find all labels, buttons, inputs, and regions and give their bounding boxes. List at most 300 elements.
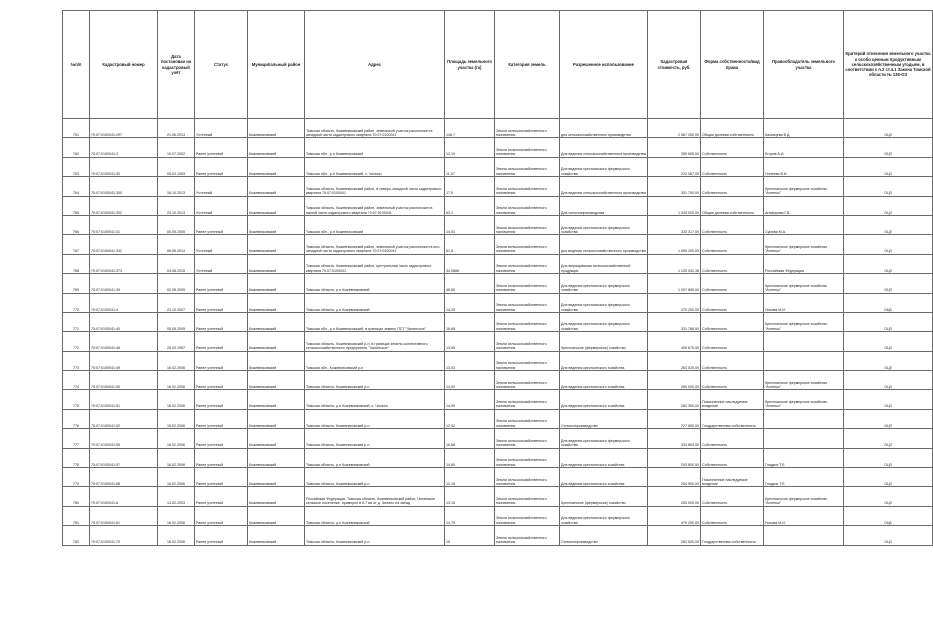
value-criterion-cell: ОЦЗ [844,119,933,138]
registration-date-cell: 16.02.2006 [158,371,195,390]
value-criterion-cell: ОЦБ [844,506,933,525]
land-category-cell: Земли сельскохозяйственного назначения [495,235,560,254]
status-cell: Ранее учтенный [195,215,248,234]
land-category-cell: Земли сельскохозяйственного назначения [495,274,560,293]
status-cell: Ранее учтенный [195,429,248,448]
registration-date-cell: 16.02.2006 [158,429,195,448]
ownership-form-cell: Собственность [701,274,764,293]
registration-date-cell: 04.08.2015 [158,254,195,273]
cadastral-number-cell: 70:07:0100041:49 [90,351,158,370]
ownership-form-cell: Собственность [701,312,764,331]
row-number-cell: 761 [63,119,90,138]
cadastral-value-cell: 282 350,00 [648,390,701,409]
header-cell: Категория земель [495,11,560,119]
registration-date-cell: 16.02.2006 [158,526,195,545]
district-cell: Кожевниковский [248,468,305,487]
land-category-cell: Земли сельскохозяйственного назначения [495,526,560,545]
value-criterion-cell: ОЦЗ [844,448,933,467]
land-category-cell: Земли сельскохозяйственного назначения [495,157,560,176]
ownership-form-cell: Собственность [701,332,764,351]
row-number-cell: 762 [63,138,90,157]
header-cell: Форма собственности/вид права [701,11,764,119]
status-cell: Ранее учтенный [195,487,248,506]
district-cell: Кожевниковский [248,506,305,525]
owner-cell: Российская Федерация [764,254,844,273]
owner-cell: Крестьянское фермерское хозяйство "Антеньк" [764,487,844,506]
status-cell: Ранее учтенный [195,157,248,176]
district-cell: Кожевниковский [248,215,305,234]
owner-cell: Полеева В.И. [764,157,844,176]
table-row [63,351,933,370]
land-category-cell: Земли сельскохозяйственного назначения [495,448,560,467]
status-cell: Учтенный [195,235,248,254]
cadastral-value-cell: 254 900,00 [648,468,701,487]
row-number-cell: 766 [63,215,90,234]
address-cell: Российская Федерация, Томская область, Кожевниковский район, Чилинское сельское поселение, примерно в 6.7 км от д. Чилино на запад [305,487,445,506]
table-row [63,274,933,293]
header-cell: Дата постановки на кадастровый учёт [158,11,195,119]
permitted-use-cell: Для ведения крестьянского фермерского хозяйства [560,157,648,176]
table-row [63,254,933,273]
status-cell: Ранее учтенный [195,138,248,157]
permitted-use-cell: Для ведения крестьянского фермерского хозяйства [560,312,648,331]
ownership-form-cell: Общая долевая собственность [701,196,764,215]
value-criterion-cell: ОЦЗ [844,157,933,176]
area-cell: 14,00 [445,371,495,390]
header-cell: Разрешенное использование [560,11,648,119]
land-category-cell: Земли сельскохозяйственного назначения [495,487,560,506]
cadastral-value-cell: 1 695 200,00 [648,235,701,254]
cadastral-value-cell: 333 317,00 [648,215,701,234]
header-cell: Правообладатель земельного участка [764,11,844,119]
address-cell: Томская обл., р-н Кожевниковский, в границах земель ПСТ "Чилинское" [305,312,445,331]
status-cell: Ранее учтенный [195,526,248,545]
status-cell: Ранее учтенный [195,332,248,351]
permitted-use-cell: Для ведения сельскохозяйственного производства [560,177,648,196]
cadastral-number-cell: 70:07:0100041:3 [90,138,158,157]
land-category-cell: Земли сельскохозяйственного назначения [495,312,560,331]
status-cell: Ранее учтенный [195,293,248,312]
table-row [63,138,933,157]
owner-cell [764,526,844,545]
value-criterion-cell: ОЦЗ [844,390,933,409]
status-cell: Учтенный [195,119,248,138]
district-cell: Кожевниковский [248,157,305,176]
address-cell: Томская область, р-н Кожевниковский [305,506,445,525]
table-row [63,215,933,234]
registration-date-cell: 10.07.2002 [158,138,195,157]
value-criterion-cell: ОЦЗ [844,409,933,428]
table-row [63,235,933,254]
registration-date-cell: 23.10.2013 [158,196,195,215]
permitted-use-cell: Для ведения крестьянского фермерского хозяйства [560,274,648,293]
cadastral-value-cell: 1 125 042,38 [648,254,701,273]
permitted-use-cell: Для ведения крестьянского фермерского хозяйства [560,293,648,312]
table-row [63,390,933,409]
address-cell: Томская область, Кожевниковский район, в северо-западной части кадастрового квартала 70:07:0100041 [305,177,445,196]
status-cell: Ранее учтенный [195,274,248,293]
land-category-cell: Земли сельскохозяйственного назначения [495,390,560,409]
cadastral-value-cell: 409 675,00 [648,332,701,351]
area-cell: 15 [445,526,495,545]
district-cell: Кожевниковский [248,526,305,545]
district-cell: Кожевниковский [248,312,305,331]
permitted-use-cell: для ведения сельскохозяйственного производства [560,235,648,254]
value-criterion-cell: ОЦЗ [844,312,933,331]
address-cell: Томская область, Кожевниковский р-н [305,371,445,390]
status-cell: Ранее учтенный [195,371,248,390]
header-cell: Кадастровая стоимость, руб. [648,11,701,119]
ownership-form-cell: Собственность [701,293,764,312]
district-cell: Кожевниковский [248,487,305,506]
header-cell: Муниципальный район [248,11,305,119]
owner-cell: Крестьянское фермерское хозяйство "Антеньк" [764,274,844,293]
owner-cell: Гладких Т.Е. [764,448,844,467]
district-cell: Кожевниковский [248,351,305,370]
cadastral-number-cell: 70:07:0100041:39 [90,274,158,293]
owner-cell: Крестьянское фермерское хозяйство "Антеньк" [764,390,844,409]
permitted-use-cell: Для сельхозпроизводства [560,196,648,215]
district-cell: Кожевниковский [248,390,305,409]
area-cell: 63,1 [445,196,495,215]
area-cell: 13,15 [445,487,495,506]
status-cell: Учтенный [195,196,248,215]
value-criterion-cell: ОЦЗ [844,429,933,448]
table-row [63,371,933,390]
row-number-cell: 778 [63,448,90,467]
header-cell: Площадь земельного участка (га) [445,11,495,119]
cadastral-number-cell: 70:07:0100041:57 [90,448,158,467]
area-cell: 14,60 [445,448,495,467]
district-cell: Кожевниковский [248,138,305,157]
cadastral-number-cell: 70:07:0100041:61 [90,506,158,525]
status-cell: Ранее учтенный [195,468,248,487]
permitted-use-cell: Для ведения крестьянского хозяйства [560,371,648,390]
registration-date-cell: 16.02.2006 [158,390,195,409]
address-cell: Томская обл., р-н Кожевниковский [305,138,445,157]
land-category-cell: Земли сельскохозяйственного назначения [495,196,560,215]
ownership-form-cell: Государственная собственность [701,409,764,428]
table-body [63,119,933,546]
address-cell: Томская обл., р-н Кожевниковский [305,215,445,234]
land-category-cell: Земли сельскохозяйственного назначения [495,215,560,234]
owner-cell [764,332,844,351]
row-number-cell: 763 [63,157,90,176]
cadastral-value-cell: 263 025,00 [648,351,701,370]
registration-date-cell: 23.10.2007 [158,293,195,312]
district-cell: Кожевниковский [248,274,305,293]
land-category-cell: Земли сельскохозяйственного назначения [495,409,560,428]
area-cell: 13,03 [445,351,495,370]
cadastral-number-cell: 70:07:0100041:30 [90,157,158,176]
address-cell: Томская область, Кожевниковский р-н [305,468,445,487]
table-row [63,506,933,525]
row-number-cell: 769 [63,274,90,293]
row-number-cell: 774 [63,371,90,390]
permitted-use-cell: Крестьянское (фермерское) хозяйство [560,487,648,506]
permitted-use-cell: Для ведения сельскохозяйственного производства [560,138,648,157]
ownership-form-cell: Собственность [701,371,764,390]
district-cell: Кожевниковский [248,448,305,467]
row-number-cell: 781 [63,506,90,525]
header-cell: Адрес [305,11,445,119]
value-criterion-cell: ОЦЗ [844,215,933,234]
row-number-cell: 767 [63,235,90,254]
ownership-form-cell: Собственность [701,429,764,448]
land-category-cell: Земли сельскохозяйственного назначения [495,119,560,138]
header-cell: Статус [195,11,248,119]
permitted-use-cell: Для ведения крестьянского фермерского хозяйства [560,506,648,525]
cadastral-number-cell: 70:07:0100041:31 [90,215,158,234]
row-number-cell: 775 [63,390,90,409]
cadastral-number-cell: 70:07:0100041:300 [90,177,158,196]
permitted-use-cell: Для ведения крестьянского хозяйства [560,390,648,409]
land-category-cell: Земли сельскохозяйственного назначения [495,254,560,273]
cadastral-number-cell: 70:07:0100041:297 [90,119,158,138]
row-number-cell: 772 [63,332,90,351]
area-cell: 11,07 [445,157,495,176]
cadastral-value-cell: 2 567 250,00 [648,119,701,138]
owner-cell [764,429,844,448]
owner-cell [764,409,844,428]
header-cell: Критерий отнесения земельного участка к особо ценным продуктивным сельскохозяйственным угодьям, в соответствии с п.2 ст.4.1 Закона Томской области № 135-ОЗ [844,11,933,119]
value-criterion-cell: ОЦЗ [844,254,933,273]
table-row [63,177,933,196]
table-row [63,312,933,331]
cadastral-value-cell: 359 605,00 [648,138,701,157]
value-criterion-cell: ОЦЗ [844,332,933,351]
owner-cell: Сумова М.А. [764,215,844,234]
district-cell: Кожевниковский [248,196,305,215]
cadastral-value-cell: 280 000,00 [648,371,701,390]
address-cell: Томская область, Кожевниковский р-н [305,429,445,448]
ownership-form-cell: Собственность [701,215,764,234]
table-row [63,196,933,215]
status-cell: Учтенный [195,254,248,273]
value-criterion-cell: ОЦЗ [844,274,933,293]
table-row [63,409,933,428]
permitted-use-cell: Крестьянское (фермерское) хозяйство [560,332,648,351]
cadastral-value-cell: 351 750,00 [648,177,701,196]
area-cell: 13,95 [445,332,495,351]
permitted-use-cell: Для ведения крестьянского фермерского хозяйства [560,429,648,448]
permitted-use-cell: Сельхозпроизводство [560,526,648,545]
ownership-form-cell: Собственность [701,506,764,525]
land-parcels-table [62,10,933,546]
table-row [63,293,933,312]
district-cell: Кожевниковский [248,235,305,254]
address-cell: Томская область, р-н Кожевниковский [305,293,445,312]
value-criterion-cell: ОЦЗ [844,177,933,196]
row-number-cell: 782 [63,526,90,545]
header-cell: Кадастровый номер [90,11,158,119]
land-category-cell: Земли сельскохозяйственного назначения [495,351,560,370]
registration-date-cell: 05.05.2005 [158,312,195,331]
registration-date-cell: 06.05.2014 [158,235,195,254]
table-row [63,526,933,545]
row-number-cell: 765 [63,196,90,215]
ownership-form-cell: Собственность [701,235,764,254]
district-cell: Кожевниковский [248,177,305,196]
registration-date-cell: 13.02.2003 [158,487,195,506]
address-cell: Томская область, Кожевниковский район, земельный участок расположен в западной части кадастрового квартала 70:07:0100041 [305,119,445,138]
registration-date-cell: 18.10.2013 [158,177,195,196]
land-category-cell: Земли сельскохозяйственного назначения [495,468,560,487]
row-number-cell: 770 [63,293,90,312]
ownership-form-cell: Собственность [701,157,764,176]
district-cell: Кожевниковский [248,429,305,448]
owner-cell: Носова М.И. [764,293,844,312]
registration-date-cell: 16.02.2006 [158,351,195,370]
cadastral-number-cell: 70:07:0100041:46 [90,332,158,351]
area-cell: 81,5 [445,235,495,254]
area-cell: 16,68 [445,312,495,331]
row-number-cell: 771 [63,312,90,331]
cadastral-number-cell: 70:07:0100041:51 [90,390,158,409]
area-cell: 14,25 [445,293,495,312]
value-criterion-cell: ОЦЗ [844,196,933,215]
address-cell: Томская область, Кожевниковский район, земельный участок расположен в юго-западной части кадастрового квартала 70:07:0100041 [305,235,445,254]
ownership-form-cell: Собственность [701,138,764,157]
land-category-cell: Земли сельскохозяйственного назначения [495,293,560,312]
area-cell: 16,68 [445,429,495,448]
cadastral-number-cell: 70:07:0100041:342 [90,235,158,254]
area-cell: 48,65 [445,274,495,293]
district-cell: Кожевниковский [248,119,305,138]
permitted-use-cell: Для ведения крестьянского хозяйства [560,351,648,370]
value-criterion-cell: ОЦЗ [844,138,933,157]
land-category-cell: Земли сельскохозяйственного назначения [495,371,560,390]
ownership-form-cell: Собственность [701,448,764,467]
area-cell: 14,75 [445,506,495,525]
cadastral-value-cell: 1 343 000,00 [648,196,701,215]
table-row [63,157,933,176]
cadastral-value-cell: 470 250,00 [648,293,701,312]
cadastral-number-cell: 70:07:0100041:58 [90,468,158,487]
permitted-use-cell: Для выращивания сельскохозяйственной продукции [560,254,648,273]
status-cell: Ранее учтенный [195,351,248,370]
permitted-use-cell: Для ведения крестьянского фермерского хозяйства [560,215,648,234]
ownership-form-cell: Общая долевая собственность [701,119,764,138]
permitted-use-cell: Для ведения крестьянского хозяйства [560,468,648,487]
header-cell: №п/п [63,11,90,119]
table-row [63,332,933,351]
row-number-cell: 777 [63,429,90,448]
ownership-form-cell: Государственная собственность [701,526,764,545]
status-cell: Ранее учтенный [195,409,248,428]
row-number-cell: 764 [63,177,90,196]
land-category-cell: Земли сельскохозяйственного назначения [495,429,560,448]
cadastral-number-cell: 70:07:0100041:302 [90,196,158,215]
value-criterion-cell: ОЦЗ [844,468,933,487]
owner-cell [764,351,844,370]
status-cell: Ранее учтенный [195,312,248,331]
cadastral-number-cell: 70:07:0100041:40 [90,312,158,331]
table-row [63,429,933,448]
registration-date-cell: 16.02.2006 [158,448,195,467]
district-cell: Кожевниковский [248,254,305,273]
area-cell: 12,18 [445,468,495,487]
address-cell: Томская область, Кожевниковский район, земельный участок расположен в южной части кадастрового квартала 70:07:0100041 [305,196,445,215]
cadastral-number-cell: 70:07:0100041:6 [90,487,158,506]
permitted-use-cell: для сельскохозяйственного производства [560,119,648,138]
owner-cell: Гладких Т.Е. [764,468,844,487]
cadastral-value-cell: 232 067,00 [648,157,701,176]
value-criterion-cell: ОЦЗ [844,371,933,390]
address-cell: Томская область, р-н Кожевниковский, с. Чилино [305,390,445,409]
owner-cell: Егоров А.И. [764,138,844,157]
land-registry-sheet [62,10,931,546]
area-cell: 17,5 [445,177,495,196]
cadastral-number-cell: 70:07:0100041:52 [90,409,158,428]
registration-date-cell: 16.02.2006 [158,506,195,525]
address-cell: Томская область, р-н Кожевниковский [305,274,445,293]
cadastral-value-cell: 470 250,00 [648,506,701,525]
row-number-cell: 768 [63,254,90,273]
ownership-form-cell: Собственность [701,487,764,506]
address-cell: Томская область, р-н Кожевниковский [305,448,445,467]
value-criterion-cell: ОЦЗ [844,235,933,254]
registration-date-cell: 16.02.2006 [158,409,195,428]
value-criterion-cell: ОЦЗ [844,526,933,545]
ownership-form-cell: Собственность [701,351,764,370]
table-row [63,468,933,487]
registration-date-cell: 05.04.1993 [158,157,195,176]
owner-cell: Агафорова Г.В. [764,196,844,215]
value-criterion-cell: ОЦБ [844,293,933,312]
address-cell: Томская область, Кожевниковский р-н, в границах земель коллективного сельскохозяйственного предприятия "Чилинское" [305,332,445,351]
cadastral-value-cell: 334 894,00 [648,429,701,448]
ownership-form-cell: Пожизненное наследуемое владение [701,390,764,409]
land-category-cell: Земли сельскохозяйственного назначения [495,177,560,196]
area-cell: 12,19 [445,138,495,157]
row-number-cell: 773 [63,351,90,370]
cadastral-number-cell: 70:07:0100041:55 [90,429,158,448]
address-cell: Томская обл., Кожевниковский р-н [305,351,445,370]
ownership-form-cell: Собственность [701,254,764,273]
area-cell: 14,99 [445,390,495,409]
area-cell: 146,7 [445,119,495,138]
value-criterion-cell: ОЦЗ [844,351,933,370]
cadastral-value-cell: 227 850,00 [648,409,701,428]
land-category-cell: Земли сельскохозяйственного назначения [495,506,560,525]
address-cell: Томская область, Кожевниковский район, центральная часть кадастрового квартала 70:07:0100041 [305,254,445,273]
table-row [63,448,933,467]
owner-cell: Носова М.И. [764,506,844,525]
district-cell: Кожевниковский [248,332,305,351]
registration-date-cell: 28.03.1997 [158,332,195,351]
value-criterion-cell: ОЦЗ [844,487,933,506]
area-cell: 14,53 [445,215,495,234]
cadastral-value-cell: 1 097 895,00 [648,274,701,293]
table-row [63,487,933,506]
status-cell: Ранее учтенный [195,506,248,525]
ownership-form-cell: Пожизненное наследуемое владение [701,468,764,487]
cadastral-value-cell: 262 500,00 [648,526,701,545]
status-cell: Ранее учтенный [195,390,248,409]
cadastral-number-cell: 70:07:0100041:373 [90,254,158,273]
cadastral-value-cell: 293 800,00 [648,448,701,467]
area-cell: 34,0886 [445,254,495,273]
registration-date-cell: 16.02.2006 [158,468,195,487]
land-category-cell: Земли сельскохозяйственного назначения [495,332,560,351]
district-cell: Кожевниковский [248,409,305,428]
owner-cell: Крестьянское фермерское хозяйство "Антеньк" [764,312,844,331]
registration-date-cell: 21.06.2013 [158,119,195,138]
cadastral-value-cell: 331 768,00 [648,312,701,331]
cadastral-number-cell: 70:07:0100041:50 [90,371,158,390]
ownership-form-cell: Собственность [701,177,764,196]
